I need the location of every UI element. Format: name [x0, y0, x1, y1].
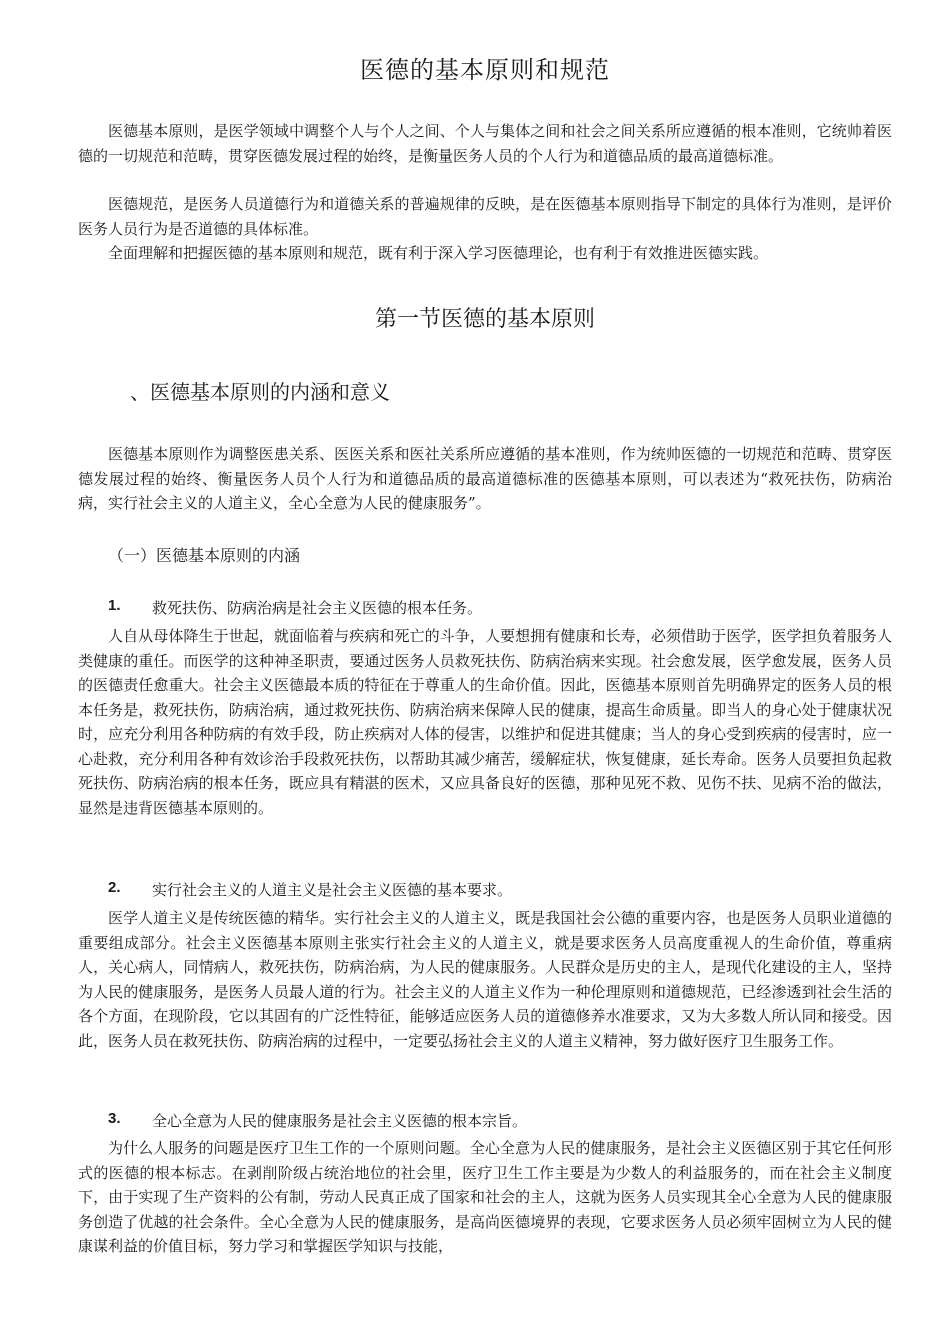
item-heading-text: 全心全意为人民的健康服务是社会主义医德的根本宗旨。	[152, 1112, 528, 1130]
item-body-paragraph: 为什么人服务的问题是医疗卫生工作的一个原则问题。全心全意为人民的健康服务，是社会主义医德区别于其它任何形式的医德的根本标志。在剥削阶级占统治地位的社会里，医疗卫生工作主要是为少数人的利益服务的，而在社会主义制度下，由于实现了生产资料的公有制，劳动人民真正成了国家和社会的主人，这就为医务人员实现其全心全意为人民的健康服务创造了优越的社会条件。全心全意为人民的健康服务，是高尚医德境界的表现，它要求医务人员必须牢固树立为人民的健康谋利益的价值目标，努力学习和掌握医学知识与技能，	[78, 1139, 892, 1255]
list-item-heading	[108, 597, 482, 618]
item-body-paragraph: 医学人道主义是传统医德的精华。实行社会主义的人道主义，既是我国社会公德的重要内容，也是医务人员职业道德的重要组成部分。社会主义医德基本原则主张实行社会主义的人道主义，就是要求医务人员高度重视人的生命价值，尊重病人，关心病人，同情病人，救死扶伤，防病治病，为人民的健康服务。人民群众是历史的主人，是现代化建设的主人，坚持为人民的健康服务，是医务人员最人道的行为。社会主义的人道主义作为一种伦理原则和道德规范，已经渗透到社会生活的各个方面，在现阶段，它以其固有的广泛性特征，能够适应医务人员的道德修养水准要求，又为大多数人所认同和接受。因此，医务人员在救死扶伤、防病治病的过程中，一定要弘扬社会主义的人道主义精神，努力做好医疗卫生服务工作。	[78, 909, 892, 1050]
subsection-intro-paragraph: 医德基本原则作为调整医患关系、医医关系和医社关系所应遵循的基本准则，作为统帅医德的一切规范和范畴、贯穿医德发展过程的始终、衡量医务人员个人行为和道德品质的最高道德标准的医德基本原则，可以表述为“救死扶伤，防病治病，实行社会主义的人道主义，全心全意为人民的健康服务”。	[78, 445, 892, 512]
list-item-heading	[108, 879, 512, 900]
intro-paragraph-1: 医德基本原则，是医学领域中调整个人与个人之间、个人与集体之间和社会之间关系所应遵循的根本准则，它统帅着医德的一切规范和范畴，贯穿医德发展过程的始终，是衡量医务人员的个人行为和道德品质的最高道德标准。	[78, 122, 892, 165]
item-number: 3.	[108, 1110, 121, 1127]
section-title: 第一节医德的基本原则	[374, 307, 595, 332]
item-number: 1.	[108, 597, 121, 614]
item-number: 2.	[108, 879, 121, 896]
subsection-title: 、医德基本原则的内涵和意义	[130, 380, 390, 404]
document-title: 医德的基本原则和规范	[360, 56, 610, 84]
part-title: （一）医德基本原则的内涵	[108, 546, 301, 565]
item-heading-text: 实行社会主义的人道主义是社会主义医德的基本要求。	[152, 881, 513, 899]
intro-paragraph-3: 全面理解和把握医德的基本原则和规范，既有利于深入学习医德理论，也有利于有效推进医德实践。	[108, 244, 769, 262]
intro-paragraph-2: 医德规范，是医务人员道德行为和道德关系的普遍规律的反映，是在医德基本原则指导下制定的具体行为准则，是评价医务人员行为是否道德的具体标准。	[78, 195, 892, 238]
item-body-paragraph: 人自从母体降生于世起，就面临着与疾病和死亡的斗争，人要想拥有健康和长寿，必须借助于医学，医学担负着服务人类健康的重任。而医学的这种神圣职责，要通过医务人员救死扶伤、防病治病来实现。社会愈发展，医学愈发展，医务人员的医德责任愈重大。社会主义医德最本质的特征在于尊重人的生命价值。因此，医德基本原则首先明确界定的医务人员的根本任务是，救死扶伤，防病治病，通过救死扶伤、防病治病来保障人民的健康，提高生命质量。即当人的身心处于健康状况时，应充分利用各种防病的有效手段，防止疾病对人体的侵害，以维护和促进其健康；当人的身心受到疾病的侵害时，应一心赴救，充分利用各种有效诊治手段救死扶伤，以帮助其减少痛苦，缓解症状，恢复健康，延长寿命。医务人员要担负起救死扶伤、防病治病的根本任务，既应具有精湛的医术，又应具备良好的医德，那种见死不救、见伤不扶、见病不治的做法，显然是违背医德基本原则的。	[78, 627, 892, 817]
item-heading-text: 救死扶伤、防病治病是社会主义医德的根本任务。	[152, 599, 483, 617]
list-item-heading	[108, 1110, 527, 1131]
